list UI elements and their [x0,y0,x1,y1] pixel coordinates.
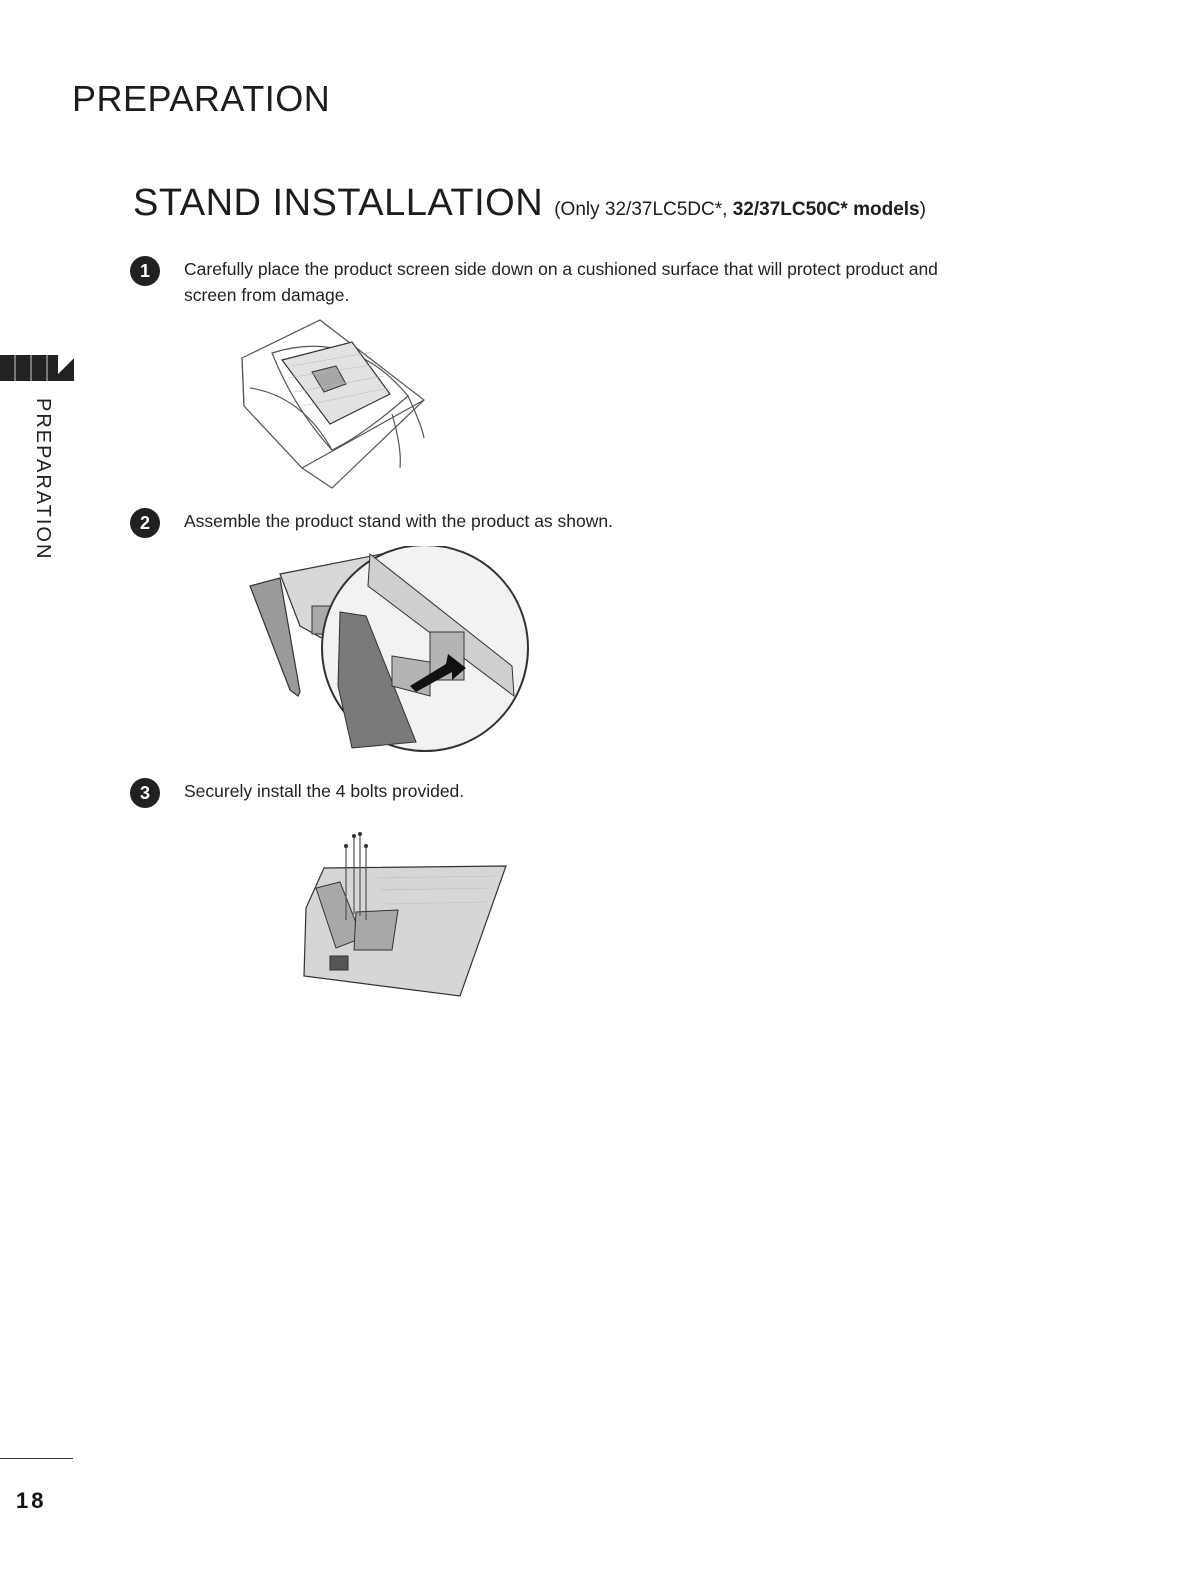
heading-models-bold: 32/37LC50C* models [732,199,920,220]
side-tab-label: PREPARATION [32,398,54,561]
step-1-number: 1 [130,256,160,286]
tv-on-cushion-illustration [232,318,432,493]
step-2-text: Assemble the product stand with the product as shown. [184,511,613,531]
heading-models [554,199,926,220]
footer-rule [0,1458,73,1459]
page-number: 18 [16,1488,47,1513]
stand-assembly-illustration [240,546,530,758]
step-2-number: 2 [130,508,160,538]
page-heading [133,182,926,225]
step-3-text: Securely install the 4 bolts provided. [184,781,465,801]
step-1-text: Carefully place the product screen side down on a cushioned surface that will protect product and screen from damage. [184,259,938,305]
heading-models-open: (Only 32/37LC5DC*, [554,199,733,220]
side-tab-marker [0,355,74,381]
bolt-installation-illustration [296,828,516,998]
section-title: PREPARATION [72,78,331,119]
heading-main: STAND INSTALLATION [133,182,544,224]
heading-models-close: ) [919,199,926,220]
step-3-number: 3 [130,778,160,808]
